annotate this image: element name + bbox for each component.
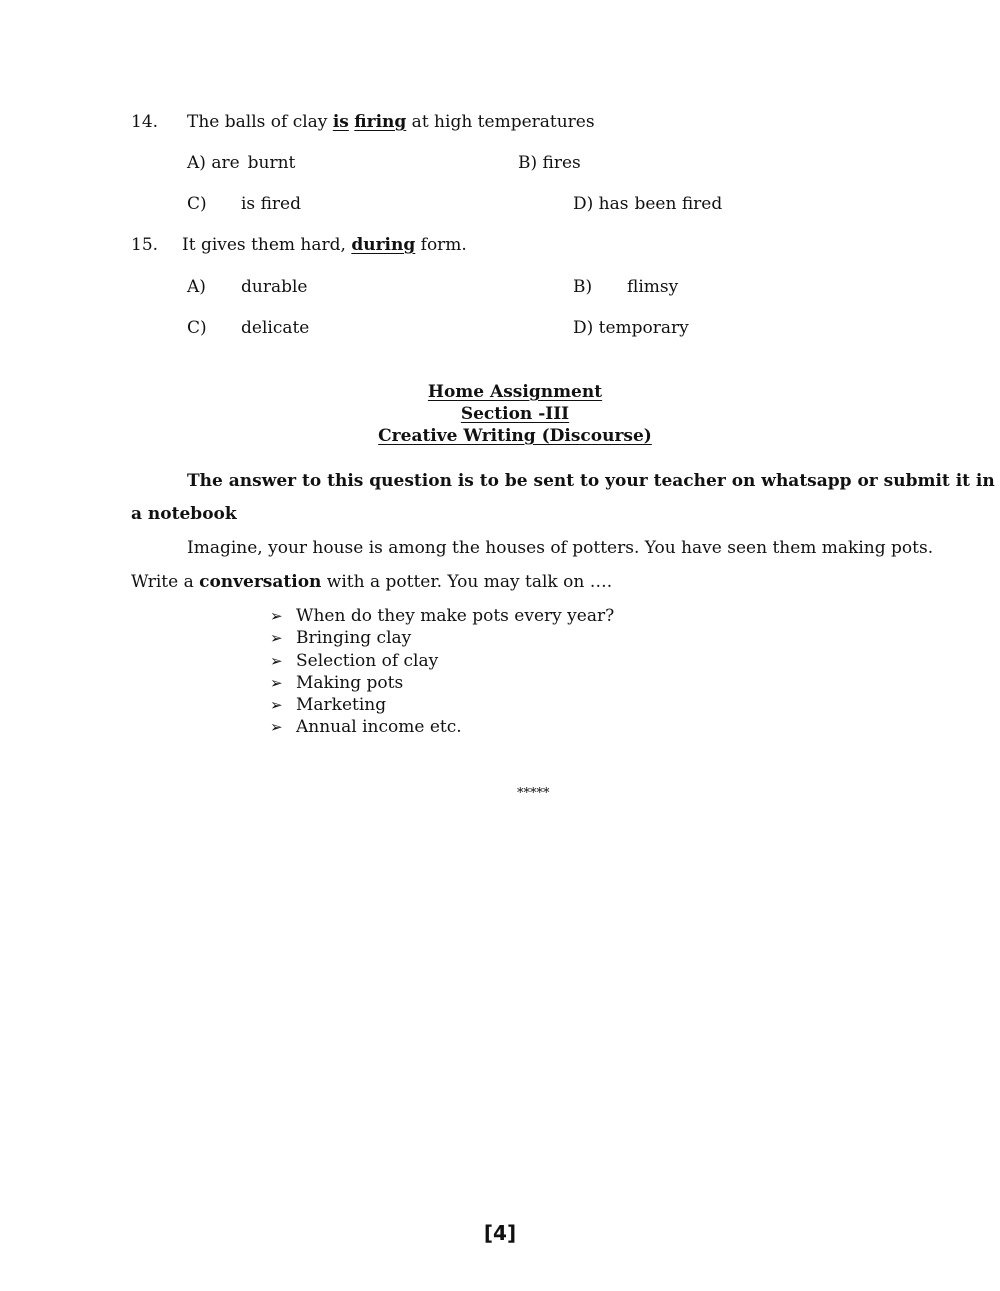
arrow-bullet-icon: ➢ (270, 673, 283, 692)
list-item (270, 672, 614, 694)
prompt-text: Write a (131, 572, 200, 592)
end-mark: ***** (517, 786, 550, 801)
list-item-text: Annual income etc. (296, 717, 462, 738)
list-item (270, 605, 614, 627)
prompt-keyword: conversation (199, 572, 322, 592)
prompt-text: with a potter. You may talk on …. (321, 572, 613, 592)
underlined-word: during (351, 235, 416, 255)
stem-text: at high temperatures (406, 112, 595, 132)
option-text: durable (241, 277, 308, 297)
list-item-text: Marketing (296, 695, 387, 716)
option-a[interactable] (187, 152, 295, 174)
option-d[interactable] (573, 193, 722, 215)
option-text: flimsy (627, 277, 679, 297)
prompt-line-1: Imagine, your house is among the houses of potters. You have seen them making pots. (187, 538, 934, 558)
list-item (270, 694, 614, 716)
arrow-bullet-icon: ➢ (270, 629, 283, 648)
list-item (270, 627, 614, 649)
instruction-line-2: a notebook (131, 504, 237, 524)
option-letter: B) fires (518, 153, 581, 173)
arrow-bullet-icon: ➢ (270, 718, 283, 737)
talking-points-list (270, 605, 614, 739)
option-b[interactable]: B) (573, 277, 593, 297)
option-c[interactable]: C) (187, 318, 207, 338)
arrow-bullet-icon: ➢ (270, 651, 283, 670)
option-text: burnt (247, 153, 296, 173)
underlined-word: firing (354, 112, 407, 132)
heading-home-assignment: Home Assignment (427, 382, 603, 402)
arrow-bullet-icon: ➢ (270, 696, 283, 715)
list-item-text: Bringing clay (296, 628, 412, 649)
option-text: been fired (634, 194, 723, 214)
list-item-text: Making pots (296, 672, 404, 693)
question-stem (187, 111, 595, 133)
option-a[interactable]: A) (187, 277, 206, 297)
list-item-text: When do they make pots every year? (296, 606, 615, 626)
option-letter: A) are (187, 153, 240, 173)
option-letter: C) (187, 194, 207, 214)
prompt-line-2 (131, 571, 612, 593)
option-b[interactable] (518, 152, 581, 174)
stem-text: It gives them hard, (182, 235, 352, 255)
heading-section: Section -III (460, 404, 570, 424)
list-item-text: Selection of clay (296, 650, 439, 671)
question-number: 14. (131, 112, 159, 132)
list-item (270, 716, 614, 738)
option-text: delicate (241, 318, 310, 338)
heading-creative-writing: Creative Writing (Discourse) (378, 426, 652, 446)
arrow-bullet-icon: ➢ (270, 607, 283, 625)
option-d[interactable]: D) temporary (573, 318, 689, 338)
stem-text: form. (415, 235, 467, 255)
underlined-word: is (332, 112, 349, 132)
instruction-line-1: The answer to this question is to be sent to your teacher on whatsapp or submit it in (187, 471, 995, 491)
list-item (270, 650, 614, 672)
page-number: [4] (483, 1221, 517, 1245)
option-c[interactable] (187, 193, 207, 215)
option-letter: D) has (573, 194, 629, 214)
option-text: is fired (241, 194, 301, 214)
question-stem (182, 234, 467, 256)
question-number: 15. (131, 235, 159, 255)
stem-text: The balls of clay (187, 112, 333, 132)
